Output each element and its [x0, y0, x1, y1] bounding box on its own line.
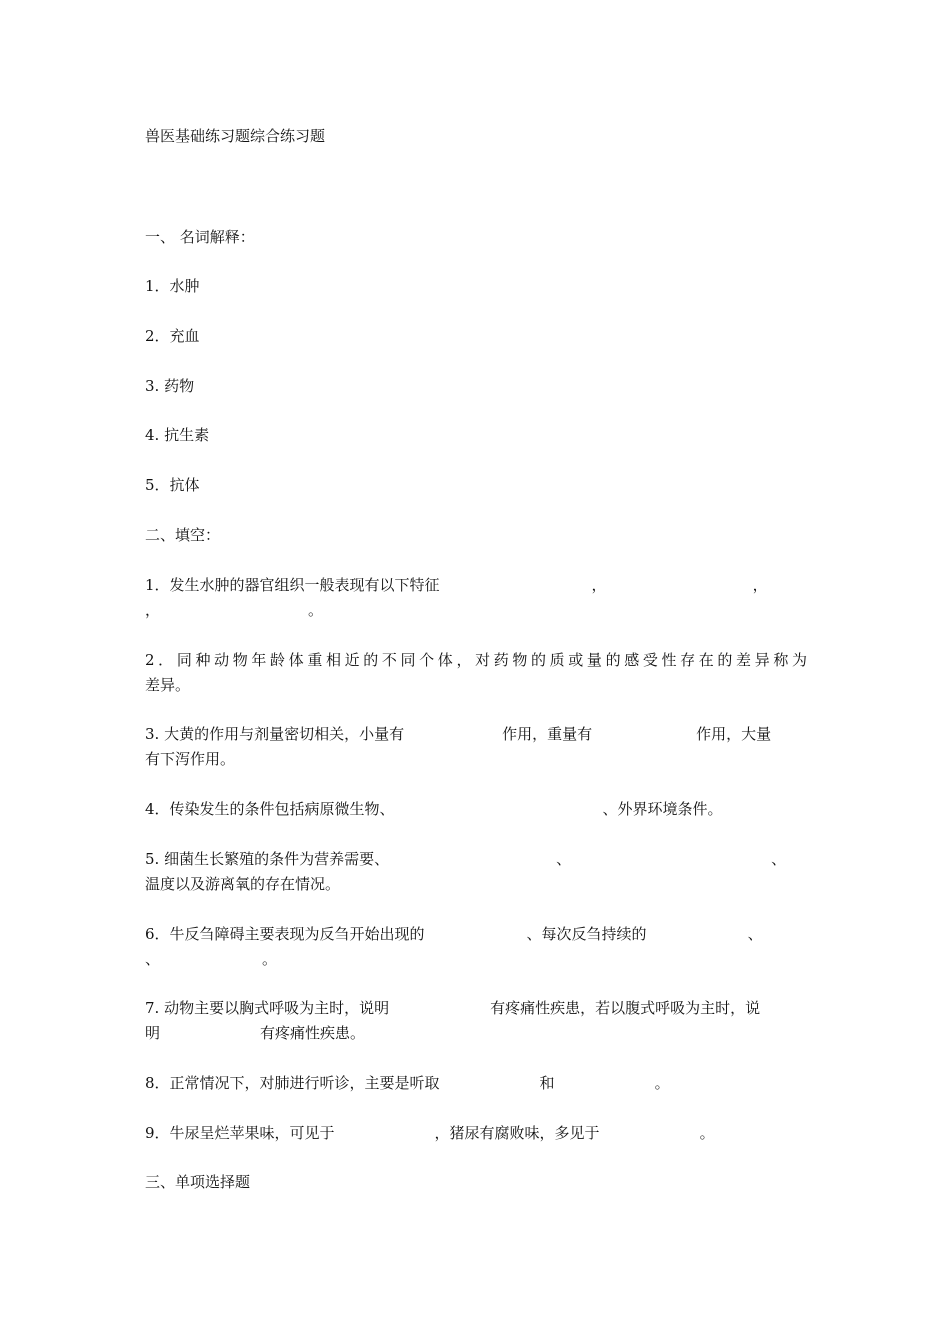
term-item: 2．充血 — [145, 327, 200, 345]
question-7-line2: 明 有疼痛性疾患。 — [145, 1024, 366, 1042]
question-8: 8．正常情况下，对肺进行听诊，主要是听取 和 。 — [145, 1074, 670, 1092]
question-7-line1: 7. 动物主要以胸式呼吸为主时，说明 有疼痛性疾患，若以腹式呼吸为主时，说 — [145, 999, 761, 1017]
document-title: 兽医基础练习题综合练习题 — [145, 127, 326, 145]
question-3-line1: 3. 大黄的作用与剂量密切相关，小量有 作用，重量有 作用，大量 — [145, 725, 772, 743]
question-2-line1: 2．同种动物年龄体重相近的不同个体，对药物的质或量的感受性存在的差异称为 — [145, 651, 807, 669]
question-6-line2: 、 。 — [145, 950, 278, 968]
question-9: 9．牛尿呈烂苹果味，可见于 ，猪尿有腐败味，多见于 。 — [145, 1124, 715, 1142]
section1-heading: 一、 名词解释： — [145, 228, 255, 246]
section3-heading: 三、单项选择题 — [145, 1173, 251, 1191]
question-1-text: 1．发生水肿的器官组织一般表现有以下特征 — [145, 576, 440, 594]
term-item: 5．抗体 — [145, 476, 200, 494]
question-1-line2: ， 。 — [145, 601, 324, 619]
question-3-line2: 有下泻作用。 — [145, 750, 236, 768]
question-5-line1: 5. 细菌生长繁殖的条件为营养需要、 、 、 — [145, 850, 787, 868]
term-item: 1．水肿 — [145, 277, 200, 295]
term-item: 3. 药物 — [145, 377, 195, 395]
question-6-line1: 6．牛反刍障碍主要表现为反刍开始出现的 、每次反刍持续的 、 — [145, 925, 763, 943]
section2-heading: 二、填空： — [145, 526, 221, 544]
question-1-line1: 1．发生水肿的器官组织一般表现有以下特征 ， ， — [145, 576, 768, 594]
question-2-line2: 差异。 — [145, 676, 191, 694]
term-item: 4. 抗生素 — [145, 426, 210, 444]
question-4: 4．传染发生的条件包括病原微生物、 、外界环境条件。 — [145, 800, 723, 818]
question-5-line2: 温度以及游离氧的存在情况。 — [145, 875, 341, 893]
